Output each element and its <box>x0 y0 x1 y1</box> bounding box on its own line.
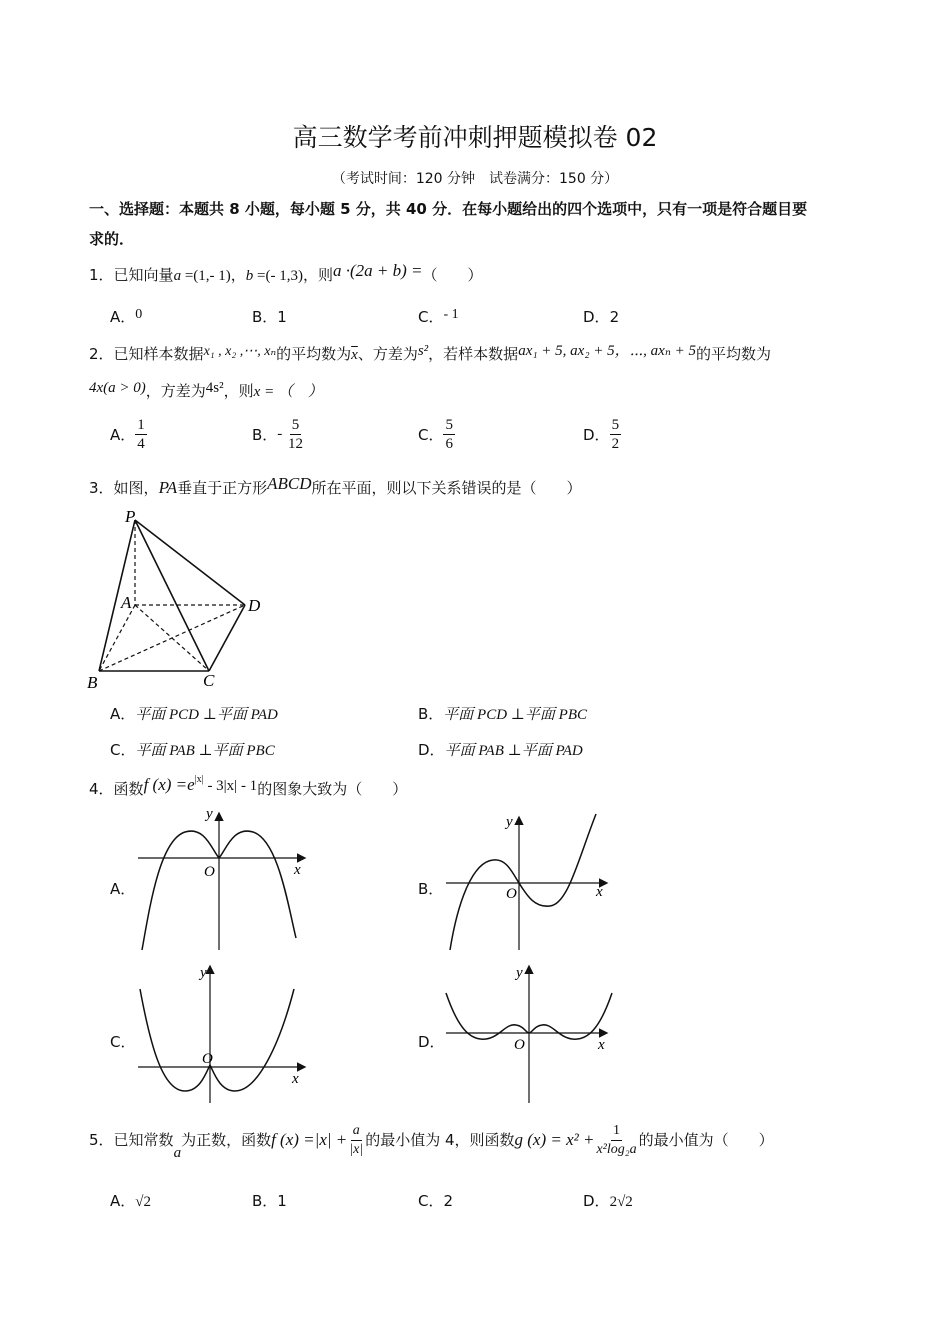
svg-text:O: O <box>514 1037 525 1053</box>
question-2: 2．已知样本数据x₁ , x₂ ,⋯, xₙ的平均数为$\overline{x}$、方差为s²，若样本数据ax₁ + 5, ax₂ + 5，⋯, axₙ + 5的平均数为 <box>89 343 772 363</box>
svg-text:O: O <box>204 864 215 880</box>
graph-c <box>130 963 310 1105</box>
q1-option-a: A．0 <box>110 307 143 326</box>
question-5: 5．已知常数a为正数，函数f (x) =|x| + $\frac{a}{|x|}$ 的最小值为 4，则函数g (x) = x² + $\frac{1}{\text{x²log₂a}}$ 的最小值为（ ） <box>89 1123 774 1161</box>
question-4: 4．函数f $(x) =e^{|x|} - 3|x| - 1$的图象大致为（ ） <box>89 774 408 798</box>
q2-option-a: A． $\frac{1}{4}$ <box>110 417 145 452</box>
svg-text:O: O <box>506 886 517 902</box>
page-title: 高三数学考前冲刺押题模拟卷 02 <box>292 123 658 152</box>
svg-text:x: x <box>292 1071 299 1087</box>
svg-text:y: y <box>200 965 207 981</box>
section-heading: 一、选择题：本题共 8 小题，每小题 5 分，共 40 分．在每小题给出的四个选项中，只有一项是符合题目要 <box>89 200 808 218</box>
vertex-label-a: A <box>121 593 132 612</box>
graph-a <box>130 810 310 952</box>
svg-text:y: y <box>516 965 523 981</box>
q3-option-b: B．平面 PCD ⊥平面 PBC <box>418 705 587 723</box>
q1-option-c: C．- 1 <box>418 307 459 326</box>
question-number: 2． <box>89 345 114 363</box>
graph-d <box>438 963 618 1105</box>
q4-option-c: C． <box>110 1033 136 1051</box>
svg-text:y: y <box>506 814 513 830</box>
q2-option-c: C． $\frac{5}{6}$ <box>418 417 453 452</box>
q1-option-d: D．2 <box>583 308 620 326</box>
q3-option-a: A．平面 PCD ⊥平面 PAD <box>110 705 278 723</box>
q5-option-b: B．1 <box>252 1192 287 1210</box>
svg-text:x: x <box>294 862 301 878</box>
section-heading-cont: 求的． <box>89 230 135 248</box>
vertex-label-c: C <box>203 671 215 690</box>
question-number: 5． <box>89 1131 114 1149</box>
svg-text:O: O <box>202 1051 213 1067</box>
q4-option-d: D． <box>418 1033 445 1051</box>
svg-text:x: x <box>596 884 603 900</box>
question-2-cont: 4x(a > 0)，方差为4s²，则x = （ ） <box>89 380 323 400</box>
q2-option-d: D． $\frac{5}{2}$ <box>583 417 620 452</box>
q2-option-b: B．- $\frac{5}{12}$ <box>252 417 304 452</box>
q5-option-d: D．2√2 <box>583 1192 633 1210</box>
question-number: 1． <box>89 266 114 284</box>
question-number: 4． <box>89 780 114 798</box>
vertex-label-p: P <box>125 507 136 526</box>
question-1: 1．已知向量a =(1,- 1)，b =(- 1,3)，则a ·(2a + b) =（ ） <box>89 261 483 284</box>
q4-option-b: B． <box>418 880 444 898</box>
vertex-label-b: B <box>87 673 98 690</box>
q3-option-c: C．平面 PAB ⊥平面 PBC <box>110 741 275 759</box>
q1-option-b: B．1 <box>252 308 287 326</box>
q5-option-a: A．√2 <box>110 1192 151 1210</box>
question-3: 3．如图，PA垂直于正方形ABCD所在平面，则以下关系错误的是（ ） <box>89 474 582 497</box>
exam-info: （考试时间：120 分钟 试卷满分：150 分） <box>331 171 619 187</box>
pyramid-figure <box>85 505 275 690</box>
svg-text:y: y <box>206 810 213 822</box>
q3-option-d: D．平面 PAB ⊥平面 PAD <box>418 741 583 759</box>
svg-text:x: x <box>598 1037 605 1053</box>
question-number: 3． <box>89 479 114 497</box>
q4-option-a: A． <box>110 880 136 898</box>
q5-option-c: C．2 <box>418 1192 454 1210</box>
graph-b <box>438 810 618 952</box>
vertex-label-d: D <box>248 596 261 615</box>
